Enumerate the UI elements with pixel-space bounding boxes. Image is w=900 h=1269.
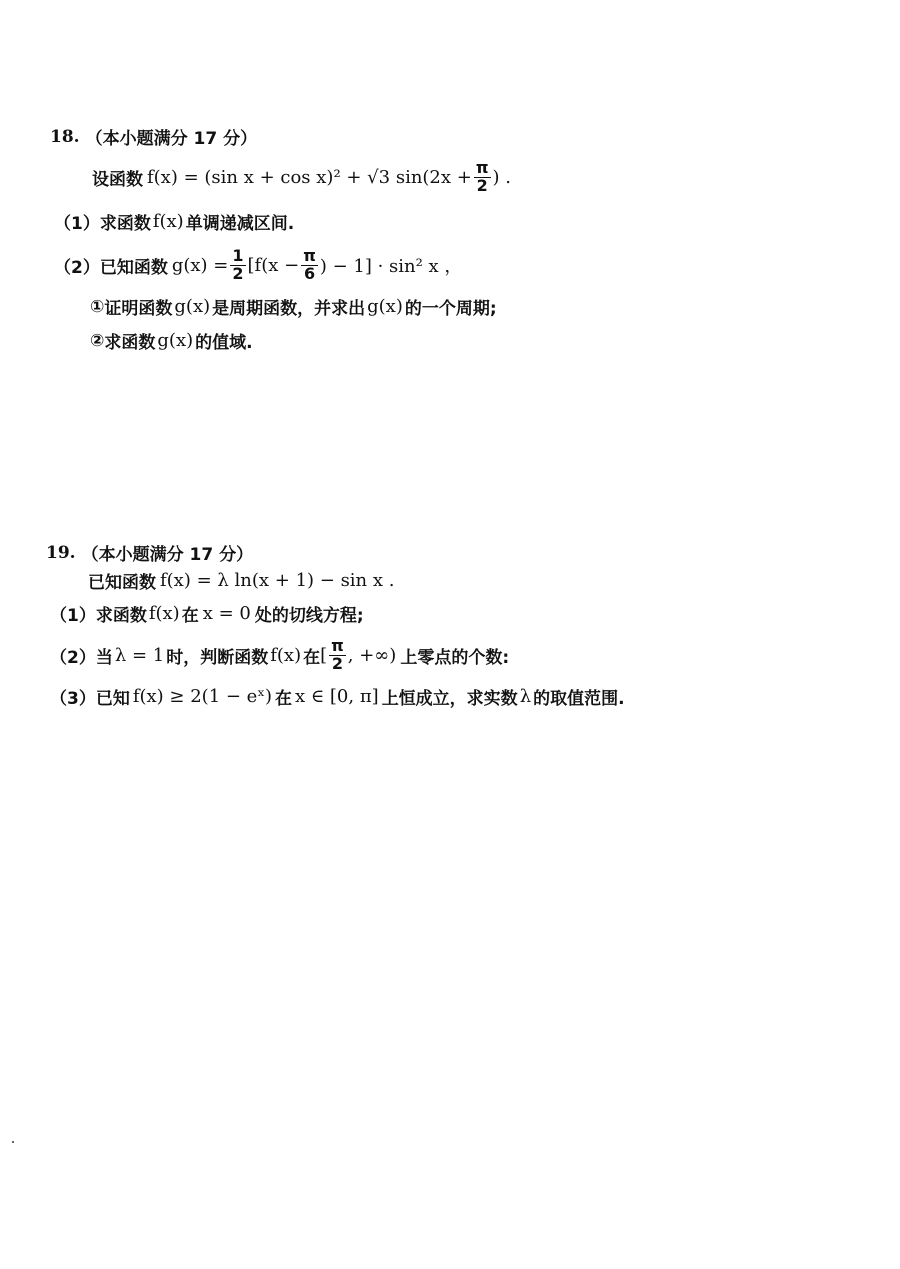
- q18-g-def-mid: [f(x −: [247, 254, 300, 276]
- q19-part3-lambda: λ: [519, 686, 532, 707]
- q18-pi6-den: 6: [303, 263, 316, 283]
- q18-part1-post: 单调递减区间.: [185, 214, 295, 234]
- q19-part2-post: 上零点的个数:: [400, 647, 510, 668]
- q18-g-def-end: ) − 1] · sin² x ，: [319, 256, 463, 278]
- q18-sub1: [90, 294, 497, 319]
- q19-frac-num: π: [331, 636, 344, 655]
- q18-half-num: 1: [232, 246, 244, 265]
- q18-sub2-a: 求函数: [104, 333, 156, 353]
- q19-part3-ineq: f(x) ≥ 2(1 − eˣ): [132, 686, 272, 707]
- q19-part1-mid: 在: [181, 606, 199, 626]
- q19-part2-mid2: 在: [303, 647, 321, 668]
- q18-intro: [92, 160, 511, 195]
- q18-pi6-num: π: [303, 246, 316, 265]
- q18-sub1-a: 证明函数: [104, 299, 173, 319]
- q18-sub1-b: 是周期函数，并求出: [212, 299, 366, 319]
- q18-part2-label: （2）: [54, 257, 100, 278]
- scan-speck: [12, 1141, 14, 1143]
- q18-part1-label: （1）: [54, 214, 100, 234]
- q18-pi-over-6: [301, 248, 318, 283]
- q18-number: 18.: [50, 126, 80, 147]
- q19-part3-mid2: 上恒成立，求实数: [381, 689, 518, 709]
- q19-part1-pre: 求函数: [95, 606, 147, 626]
- q18-sub1-g2: g(x): [367, 296, 403, 317]
- q19-part2-pre: 当: [95, 647, 113, 668]
- q18-heading: [50, 124, 257, 149]
- q19-part2-f: f(x): [270, 644, 302, 666]
- q18-part2-pre: 已知函数: [99, 257, 168, 278]
- q18-sub1-g: g(x): [174, 296, 211, 317]
- q18-pi-over-2: [474, 160, 491, 195]
- q19-part1-f: f(x): [148, 603, 180, 624]
- q18-sub1-c: 的一个周期;: [404, 299, 497, 319]
- q18-sub2-b: 的值域.: [195, 333, 253, 353]
- q19-part3-pre: 已知: [95, 689, 130, 709]
- q19-score-note: （本小题满分 17 分）: [81, 545, 254, 565]
- q19-f-def: f(x) = λ ln(x + 1) − sin x .: [160, 570, 395, 591]
- q18-sub1-mark: ①: [90, 296, 105, 317]
- q19-pi-over-2: [329, 638, 346, 673]
- q18-f-def: f(x) = (sin x + cos x)² + √3 sin(2x +: [147, 166, 472, 188]
- q19-number: 19.: [46, 542, 76, 563]
- q19-intro-prefix: 已知函数: [88, 573, 156, 593]
- q19-interval-close: , +∞): [347, 644, 397, 666]
- q19-frac-den: 2: [331, 653, 344, 673]
- q19-part2: [50, 638, 509, 673]
- q19-part3-label: （3）: [50, 689, 96, 709]
- q18-intro-prefix: 设函数: [92, 169, 143, 190]
- q19-part3-mid: 在: [274, 689, 292, 709]
- q18-part1-pre: 求函数: [99, 214, 151, 234]
- q18-sub2-mark: ②: [90, 330, 105, 351]
- q19-part3-post: 的取值范围.: [533, 689, 625, 709]
- q19-part2-label: （2）: [50, 647, 96, 668]
- q18-frac-den: 2: [476, 175, 488, 195]
- q18-one-half: [230, 248, 245, 283]
- q18-frac-num: π: [475, 158, 489, 177]
- q19-part3-dom: x ∈ [0, π]: [294, 686, 379, 707]
- q18-g-def: g(x) =: [171, 254, 229, 276]
- q18-sub2-g: g(x): [157, 330, 194, 351]
- q18-part1-f: f(x): [152, 211, 184, 232]
- q18-sub2: [90, 328, 253, 353]
- q19-intro: [88, 568, 394, 593]
- q18-half-den: 2: [232, 263, 244, 283]
- q19-part1-label: （1）: [50, 606, 96, 626]
- q18-f-def-end: ) .: [492, 166, 511, 188]
- q18-part1: [54, 209, 294, 234]
- q19-part1: [50, 601, 364, 626]
- q19-part1-x: x = 0: [202, 603, 251, 624]
- q19-part2-cond: λ = 1: [114, 644, 165, 666]
- q19-part2-mid: 时，判断函数: [166, 647, 269, 668]
- q18-score-note: （本小题满分 17 分）: [85, 129, 258, 149]
- q18-part2: [54, 248, 462, 283]
- q19-heading: [46, 540, 253, 565]
- q19-interval-open: [: [320, 644, 328, 666]
- q19-part1-post: 处的切线方程;: [254, 606, 364, 626]
- q19-part3: [50, 684, 625, 709]
